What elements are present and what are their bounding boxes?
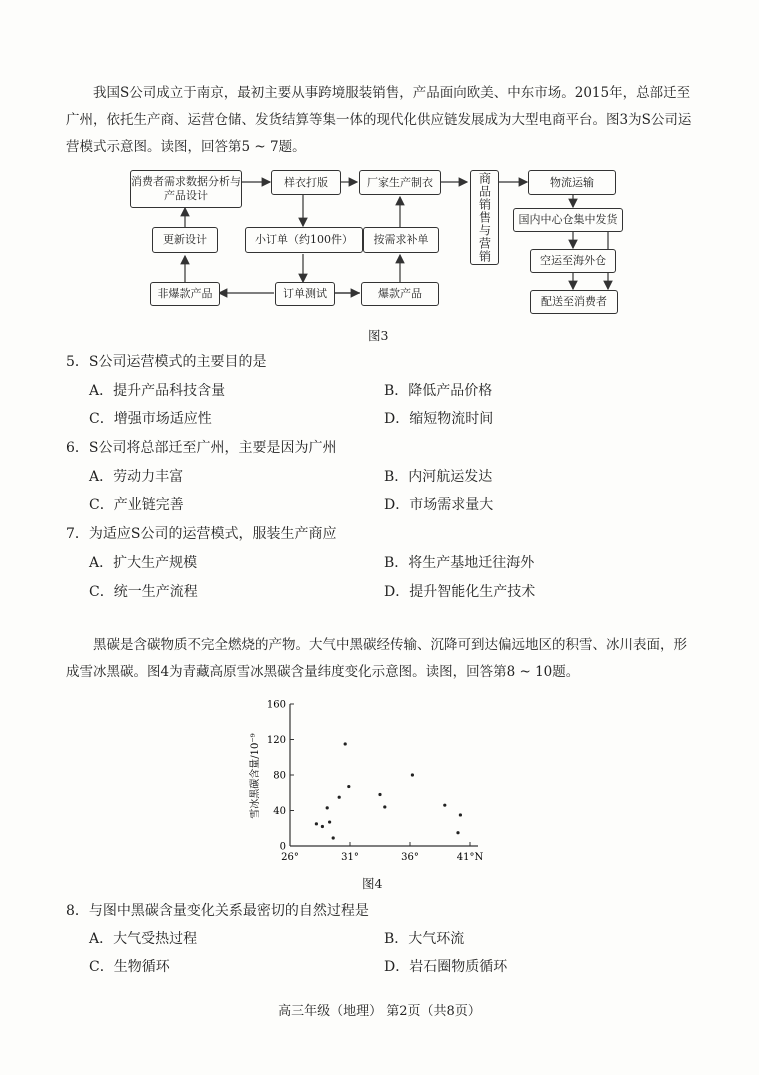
data-point bbox=[443, 804, 446, 807]
question-6-option-a: A．劳动力丰富 bbox=[89, 469, 184, 485]
box-non-hit-product: 非爆款产品 bbox=[150, 282, 220, 306]
box-sample: 样衣打版 bbox=[271, 170, 341, 195]
page-footer: 高三年级（地理） 第2页（共8页） bbox=[278, 1004, 481, 1019]
question-7-option-d: D．提升智能化生产技术 bbox=[384, 584, 536, 600]
box-sales-marketing: 商品销售与营销 bbox=[470, 170, 499, 265]
intro-paragraph-2: 黑碳是含碳物质不完全燃烧的产物。大气中黑碳经传输、沉降可到达偏远地区的积雪、冰川表面，形成雪冰黑碳。图4为青藏高原雪冰黑碳含量纬度变化示意图。读图，回答第8 ~ 10题。 bbox=[66, 637, 687, 680]
y-axis-label: 雪冰黑碳含量/10⁻⁹ bbox=[250, 733, 261, 819]
box-overseas-warehouse: 空运至海外仓 bbox=[530, 249, 616, 273]
box-factory: 厂家生产制衣 bbox=[359, 170, 441, 195]
y-tick-label: 40 bbox=[273, 806, 286, 817]
y-tick-label: 160 bbox=[266, 699, 286, 711]
box-restock: 按需求补单 bbox=[363, 227, 439, 253]
intro-paragraph-1: 我国S公司成立于南京，最初主要从事跨境服装销售，产品面向欧美、中东市场。2015年，总部迁至广州，依托生产商、运营仓储、发货结算等集一体的现代化供应链发展成为大型电商平台。图3为S公司运营模式示意图。读图，回答第5 ~ 7题。 bbox=[66, 85, 692, 155]
box-update-design: 更新设计 bbox=[152, 227, 218, 253]
question-5-option-a: A．提升产品科技含量 bbox=[89, 383, 226, 399]
question-6-stem: 6．S公司将总部迁至广州，主要是因为广州 bbox=[66, 440, 337, 456]
figure-4-scatter-chart bbox=[0, 690, 759, 890]
data-point bbox=[347, 785, 350, 788]
y-tick-label: 120 bbox=[266, 735, 286, 746]
question-8-stem: 8．与图中黑碳含量变化关系最密切的自然过程是 bbox=[66, 903, 369, 919]
x-tick-label: 31° bbox=[341, 852, 359, 863]
data-points bbox=[315, 742, 462, 839]
y-tick-label: 0 bbox=[279, 841, 286, 853]
y-tick-label: 80 bbox=[273, 770, 286, 782]
data-point bbox=[344, 742, 347, 745]
x-ticks bbox=[281, 842, 483, 863]
question-5-option-d: D．缩短物流时间 bbox=[384, 411, 494, 427]
x-tick-label: 41°N bbox=[456, 852, 484, 863]
x-tick-label: 26° bbox=[281, 852, 299, 863]
x-tick-label: 36° bbox=[401, 852, 419, 863]
question-7-option-a: A．扩大生产规模 bbox=[89, 555, 198, 571]
question-5-option-b: B．降低产品价格 bbox=[384, 383, 493, 399]
data-point bbox=[315, 822, 318, 825]
box-small-order: 小订单（约100件） bbox=[245, 227, 363, 253]
question-6-option-b: B．内河航运发达 bbox=[384, 469, 493, 485]
figure-3-caption: 图3 bbox=[368, 328, 389, 343]
question-7-option-b: B．将生产基地迁往海外 bbox=[384, 555, 535, 571]
data-point bbox=[332, 836, 335, 839]
box-hit-product: 爆款产品 bbox=[361, 282, 439, 306]
box-order-test: 订单测试 bbox=[275, 282, 335, 306]
question-7-stem: 7．为适应S公司的运营模式，服装生产商应 bbox=[66, 526, 337, 542]
data-point bbox=[411, 773, 414, 776]
data-point bbox=[383, 805, 386, 808]
box-domestic-warehouse: 国内中心仓集中发货 bbox=[513, 208, 623, 232]
data-point bbox=[328, 820, 331, 823]
data-point bbox=[459, 813, 462, 816]
question-8-option-c: C．生物循环 bbox=[89, 959, 170, 975]
flowchart-arrows bbox=[0, 0, 759, 330]
question-6-option-c: C．产业链完善 bbox=[89, 497, 184, 513]
question-5-option-c: C．增强市场适应性 bbox=[89, 411, 212, 427]
figure-4-caption: 图4 bbox=[362, 876, 383, 891]
question-8-option-a: A．大气受热过程 bbox=[89, 931, 198, 947]
question-6-option-d: D．市场需求量大 bbox=[384, 497, 494, 513]
data-point bbox=[378, 793, 381, 796]
data-point bbox=[321, 825, 324, 828]
question-7-option-c: C．统一生产流程 bbox=[89, 584, 198, 600]
box-delivery-consumer: 配送至消费者 bbox=[530, 290, 618, 314]
question-5-stem: 5．S公司运营模式的主要目的是 bbox=[66, 354, 267, 370]
box-logistics: 物流运输 bbox=[528, 170, 616, 195]
data-point bbox=[338, 796, 341, 799]
data-point bbox=[326, 806, 329, 809]
data-point bbox=[456, 831, 459, 834]
question-8-option-d: D．岩石圈物质循环 bbox=[384, 959, 508, 975]
box-demand-analysis: 消费者需求数据分析与产品设计 bbox=[130, 170, 242, 208]
question-8-option-b: B．大气环流 bbox=[384, 931, 465, 947]
